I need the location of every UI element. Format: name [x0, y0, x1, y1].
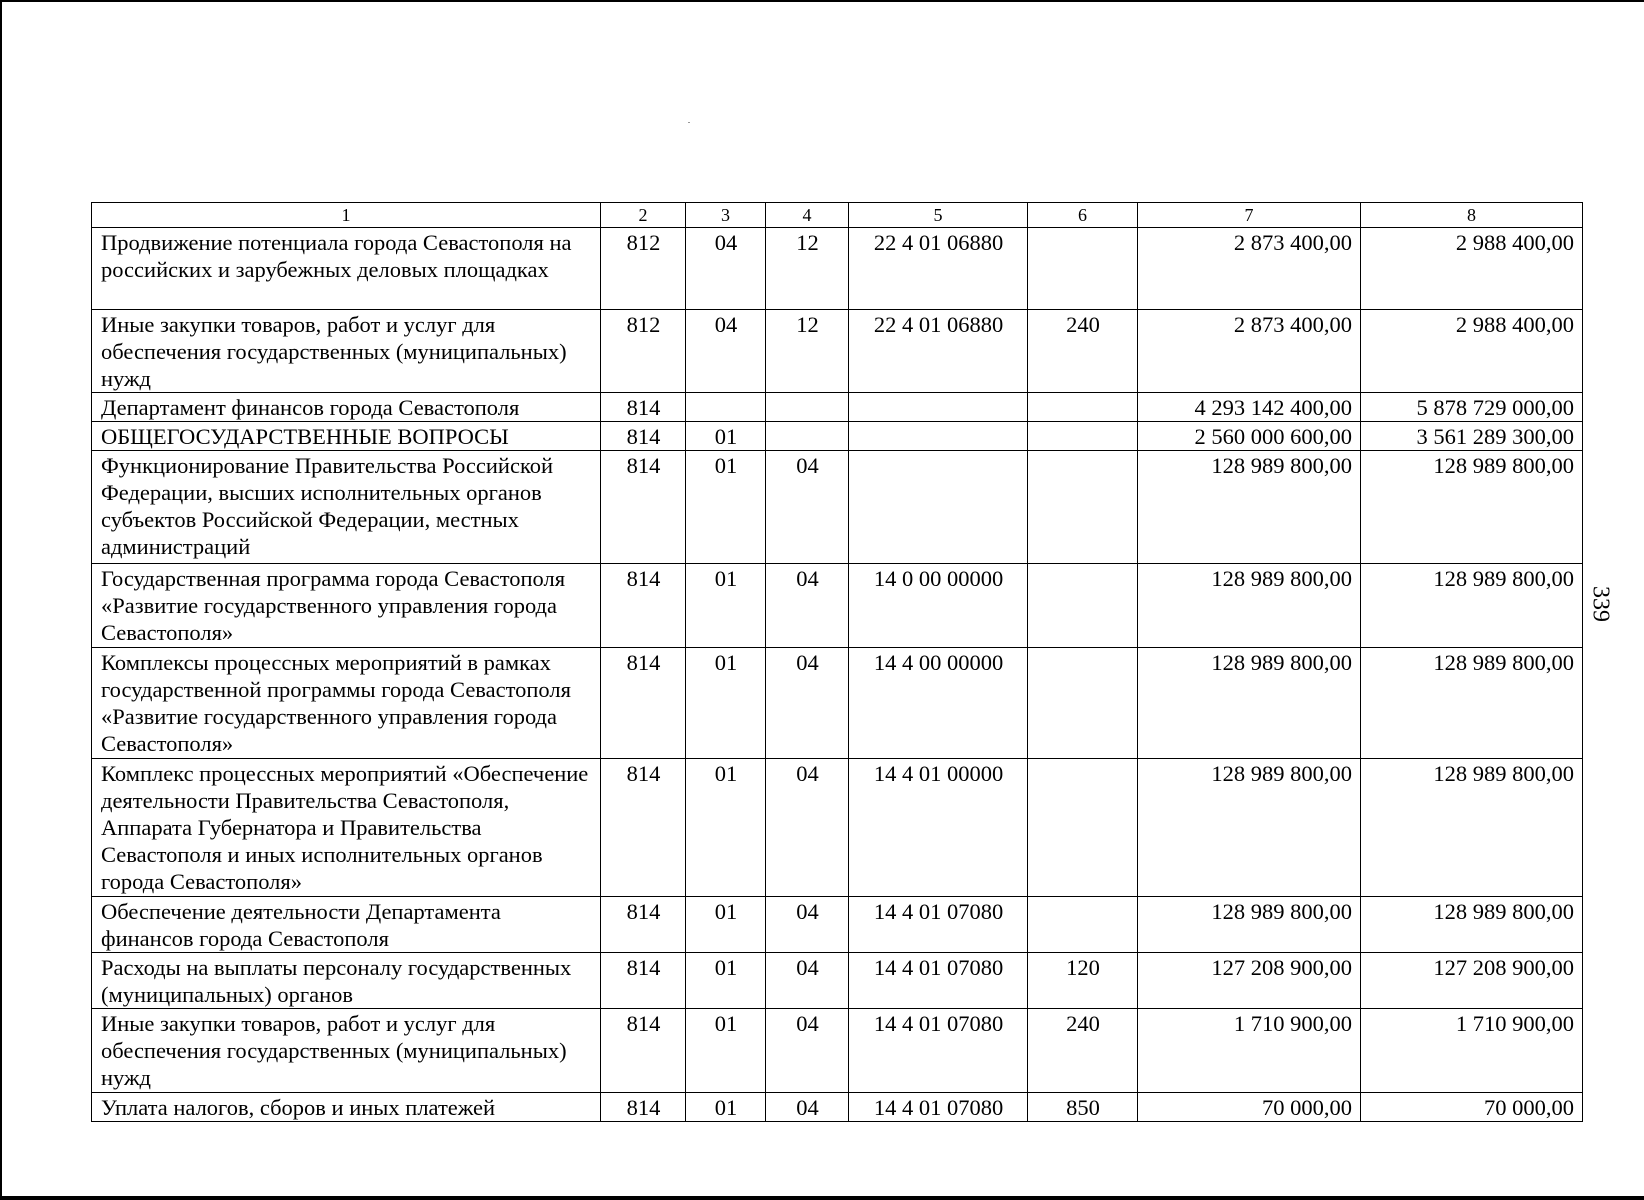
scan-border-top	[0, 0, 1644, 2]
cell-target-article: 22 4 01 06880	[849, 228, 1028, 310]
cell-amount-col8: 5 878 729 000,00	[1361, 393, 1583, 422]
cell-target-article: 14 4 00 00000	[849, 648, 1028, 759]
row-name: Государственная программа города Севастополя «Развитие государственного управления города Севастополя»	[92, 564, 601, 648]
scan-border-left	[0, 0, 2, 1200]
cell-expense-type	[1028, 564, 1138, 648]
cell-amount-col7: 128 989 800,00	[1138, 564, 1361, 648]
cell-ministry-code: 814	[601, 451, 686, 564]
cell-subsection: 04	[766, 451, 849, 564]
cell-subsection: 12	[766, 310, 849, 393]
header-cell-1: 1	[92, 203, 601, 228]
cell-amount-col7: 2 560 000 600,00	[1138, 422, 1361, 451]
cell-ministry-code: 814	[601, 393, 686, 422]
cell-target-article: 14 4 01 00000	[849, 759, 1028, 897]
cell-expense-type: 850	[1028, 1093, 1138, 1122]
row-name: Расходы на выплаты персоналу государственных (муниципальных) органов	[92, 953, 601, 1009]
cell-ministry-code: 812	[601, 310, 686, 393]
cell-subsection: 04	[766, 1009, 849, 1093]
cell-expense-type	[1028, 648, 1138, 759]
table-row	[92, 897, 1583, 953]
cell-amount-col8: 1 710 900,00	[1361, 1009, 1583, 1093]
table-row	[92, 953, 1583, 1009]
cell-expense-type: 120	[1028, 953, 1138, 1009]
header-row	[92, 203, 1583, 228]
table-row	[92, 393, 1583, 422]
cell-section: 04	[686, 310, 766, 393]
cell-ministry-code: 814	[601, 897, 686, 953]
cell-amount-col7: 127 208 900,00	[1138, 953, 1361, 1009]
table-row	[92, 564, 1583, 648]
table-row	[92, 759, 1583, 897]
cell-ministry-code: 812	[601, 228, 686, 310]
table-row	[92, 1009, 1583, 1093]
cell-ministry-code: 814	[601, 648, 686, 759]
scan-speck	[688, 122, 690, 123]
cell-ministry-code: 814	[601, 564, 686, 648]
table-row	[92, 228, 1583, 310]
table-row	[92, 422, 1583, 451]
cell-expense-type	[1028, 451, 1138, 564]
cell-ministry-code: 814	[601, 953, 686, 1009]
cell-amount-col8: 3 561 289 300,00	[1361, 422, 1583, 451]
cell-section: 04	[686, 228, 766, 310]
cell-subsection: 12	[766, 228, 849, 310]
cell-amount-col8: 2 988 400,00	[1361, 228, 1583, 310]
cell-ministry-code: 814	[601, 1009, 686, 1093]
budget-table	[91, 202, 1583, 1122]
cell-target-article: 14 4 01 07080	[849, 953, 1028, 1009]
row-name: Комплекс процессных мероприятий «Обеспечение деятельности Правительства Севастополя, Аппарата Губернатора и Правительства Севастополя и иных исполнительных органов города Севастополя»	[92, 759, 601, 897]
row-name: Обеспечение деятельности Департамента финансов города Севастополя	[92, 897, 601, 953]
cell-ministry-code: 814	[601, 759, 686, 897]
row-name: Департамент финансов города Севастополя	[92, 393, 601, 422]
cell-amount-col7: 2 873 400,00	[1138, 310, 1361, 393]
header-cell-3: 3	[686, 203, 766, 228]
cell-section: 01	[686, 1009, 766, 1093]
cell-amount-col8: 2 988 400,00	[1361, 310, 1583, 393]
header-cell-2: 2	[601, 203, 686, 228]
row-name: ОБЩЕГОСУДАРСТВЕННЫЕ ВОПРОСЫ	[92, 422, 601, 451]
cell-subsection: 04	[766, 1093, 849, 1122]
cell-amount-col7: 1 710 900,00	[1138, 1009, 1361, 1093]
cell-amount-col7: 70 000,00	[1138, 1093, 1361, 1122]
cell-amount-col8: 128 989 800,00	[1361, 564, 1583, 648]
row-name: Продвижение потенциала города Севастополя на российских и зарубежных деловых площадках	[92, 228, 601, 310]
cell-expense-type	[1028, 422, 1138, 451]
cell-section: 01	[686, 897, 766, 953]
table-row	[92, 648, 1583, 759]
row-name: Иные закупки товаров, работ и услуг для обеспечения государственных (муниципальных) нужд	[92, 1009, 601, 1093]
row-name: Функционирование Правительства Российской Федерации, высших исполнительных органов субъектов Российской Федерации, местных администраций	[92, 451, 601, 564]
cell-target-article: 14 4 01 07080	[849, 1009, 1028, 1093]
cell-section: 01	[686, 451, 766, 564]
cell-section: 01	[686, 564, 766, 648]
cell-target-article	[849, 393, 1028, 422]
cell-amount-col8: 128 989 800,00	[1361, 451, 1583, 564]
row-name: Комплексы процессных мероприятий в рамках государственной программы города Севастополя «Развитие государственного управления города Севастополя»	[92, 648, 601, 759]
cell-amount-col7: 128 989 800,00	[1138, 648, 1361, 759]
cell-subsection: 04	[766, 953, 849, 1009]
cell-amount-col8: 70 000,00	[1361, 1093, 1583, 1122]
cell-section: 01	[686, 953, 766, 1009]
cell-amount-col8: 128 989 800,00	[1361, 648, 1583, 759]
header-cell-6: 6	[1028, 203, 1138, 228]
table-row	[92, 451, 1583, 564]
table-row	[92, 310, 1583, 393]
cell-expense-type: 240	[1028, 1009, 1138, 1093]
cell-target-article: 14 0 00 00000	[849, 564, 1028, 648]
cell-target-article: 14 4 01 07080	[849, 1093, 1028, 1122]
cell-amount-col8: 128 989 800,00	[1361, 897, 1583, 953]
cell-subsection: 04	[766, 897, 849, 953]
cell-target-article	[849, 451, 1028, 564]
cell-target-article	[849, 422, 1028, 451]
cell-target-article: 22 4 01 06880	[849, 310, 1028, 393]
cell-amount-col7: 4 293 142 400,00	[1138, 393, 1361, 422]
cell-ministry-code: 814	[601, 422, 686, 451]
cell-subsection: 04	[766, 648, 849, 759]
table-row	[92, 1093, 1583, 1122]
cell-amount-col8: 128 989 800,00	[1361, 759, 1583, 897]
cell-ministry-code: 814	[601, 1093, 686, 1122]
cell-section: 01	[686, 1093, 766, 1122]
scan-border-bottom	[0, 1196, 1644, 1200]
cell-expense-type: 240	[1028, 310, 1138, 393]
cell-subsection	[766, 422, 849, 451]
cell-section: 01	[686, 422, 766, 451]
header-cell-4: 4	[766, 203, 849, 228]
cell-amount-col7: 128 989 800,00	[1138, 451, 1361, 564]
cell-subsection: 04	[766, 564, 849, 648]
cell-amount-col7: 2 873 400,00	[1138, 228, 1361, 310]
cell-amount-col8: 127 208 900,00	[1361, 953, 1583, 1009]
header-cell-5: 5	[849, 203, 1028, 228]
header-cell-7: 7	[1138, 203, 1361, 228]
cell-expense-type	[1028, 228, 1138, 310]
cell-expense-type	[1028, 393, 1138, 422]
page-number: 339	[1587, 586, 1614, 622]
cell-expense-type	[1028, 897, 1138, 953]
cell-target-article: 14 4 01 07080	[849, 897, 1028, 953]
cell-subsection	[766, 393, 849, 422]
header-cell-8: 8	[1361, 203, 1583, 228]
row-name: Уплата налогов, сборов и иных платежей	[92, 1093, 601, 1122]
cell-amount-col7: 128 989 800,00	[1138, 897, 1361, 953]
row-name: Иные закупки товаров, работ и услуг для обеспечения государственных (муниципальных) нужд	[92, 310, 601, 393]
cell-section	[686, 393, 766, 422]
cell-section: 01	[686, 648, 766, 759]
cell-expense-type	[1028, 759, 1138, 897]
cell-section: 01	[686, 759, 766, 897]
cell-subsection: 04	[766, 759, 849, 897]
cell-amount-col7: 128 989 800,00	[1138, 759, 1361, 897]
